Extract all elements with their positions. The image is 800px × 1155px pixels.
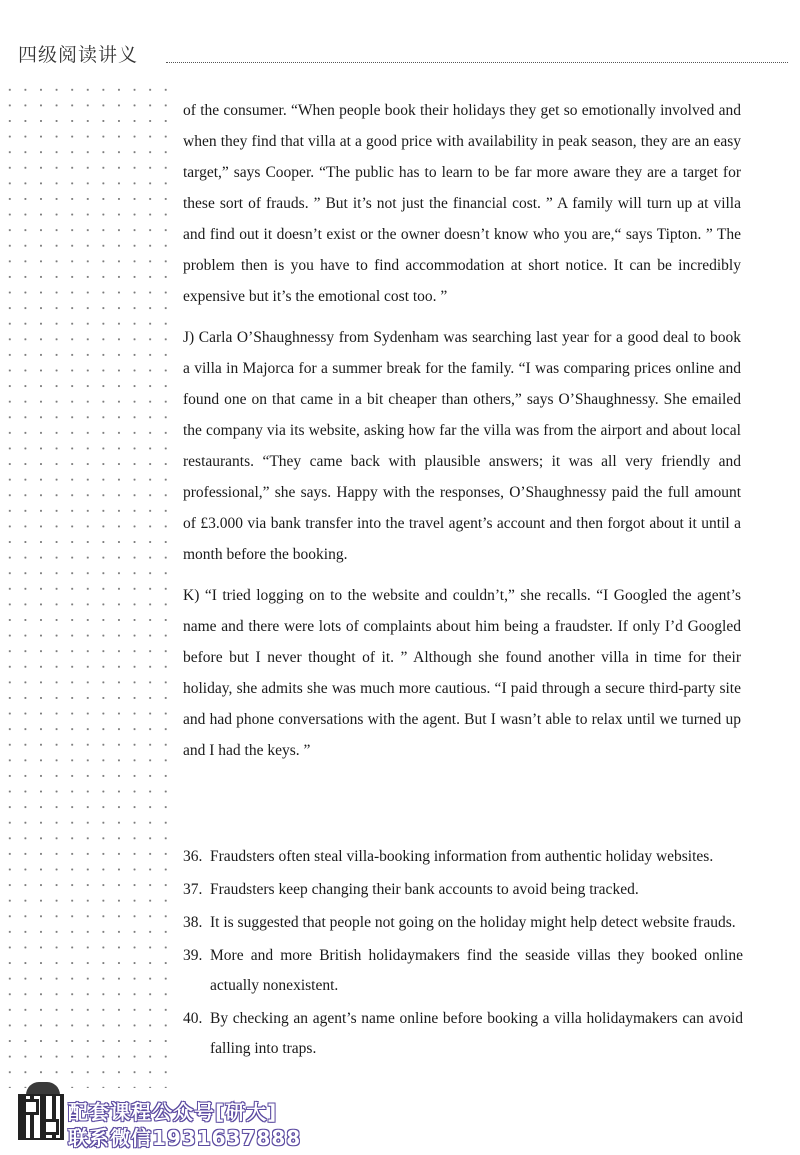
page-header <box>18 40 788 72</box>
paragraph-k: K) “I tried logging on to the website and couldn’t,” she recalls. “I Googled the agent’s name and there were lots of complaints about him being a fraudster. If only I’d Googled before but I never thought of it. ” Although she found another villa in time for their holiday, she admits she was much more cautious. “I paid through a secure third-party site and had phone conversations with the agent. But I wasn’t able to relax until we turned up and I had the keys. ” <box>183 587 741 759</box>
question-number: 38. <box>183 914 203 931</box>
question-text: Fraudsters keep changing their bank accounts to avoid being tracked. <box>210 881 639 898</box>
question-item <box>183 1004 743 1064</box>
question-text: Fraudsters often steal villa-booking information from authentic holiday websites. <box>210 848 714 865</box>
question-number: 39. <box>183 947 203 964</box>
question-text: By checking an agent’s name online before booking a villa holidaymakers can avoid falling into traps. <box>210 1010 743 1057</box>
question-number: 37. <box>183 881 203 898</box>
qr-code-icon <box>18 1094 64 1140</box>
passage-continuation: of the consumer. “When people book their holidays they get so emotionally involved and when they find that villa at a good price with availability in peak season, they are an easy target,” says Cooper. “The public has to learn to be far more aware they are a target for these sort of frauds. ” But it’s not just the financial cost. ” A family will turn up at villa and find out it doesn’t exist or the owner doesn’t know who you are,“ says Tipton. ” The problem then is you have to find accommodation at short notice. It can be incredibly expensive but it’s the emotional cost too. ” <box>183 102 741 305</box>
question-item <box>183 842 743 872</box>
header-title: 四级阅读讲义 <box>18 44 139 66</box>
question-text: More and more British holidaymakers find the seaside villas they booked online actually nonexistent. <box>210 947 743 994</box>
footer-watermark <box>18 1082 318 1148</box>
question-list <box>183 842 743 1067</box>
question-number: 40. <box>183 1010 203 1027</box>
question-item <box>183 941 743 1001</box>
question-item <box>183 908 743 938</box>
question-item <box>183 875 743 905</box>
question-number: 36. <box>183 848 203 865</box>
passage <box>183 95 741 776</box>
header-divider <box>166 62 788 63</box>
margin-dot-grid <box>0 78 172 1088</box>
promo-text-line2: 联系微信1931637888 <box>68 1126 302 1150</box>
question-text: It is suggested that people not going on the holiday might help detect website frauds. <box>210 914 736 931</box>
promo-text-line1: 配套课程公众号[研大] <box>68 1100 278 1124</box>
paragraph-j: J) Carla O’Shaughnessy from Sydenham was searching last year for a good deal to book a villa in Majorca for a summer break for the family. “I was comparing prices online and found one on that came in a bit cheaper than others,” says O’Shaughnessy. She emailed the company via its website, asking how far the villa was from the airport and about local restaurants. “They came back with plausible answers; it was all very friendly and professional,” she says. Happy with the responses, O’Shaughnessy paid the full amount of £3.000 via bank transfer into the travel agent’s account and then forgot about it until a month before the booking. <box>183 329 741 563</box>
